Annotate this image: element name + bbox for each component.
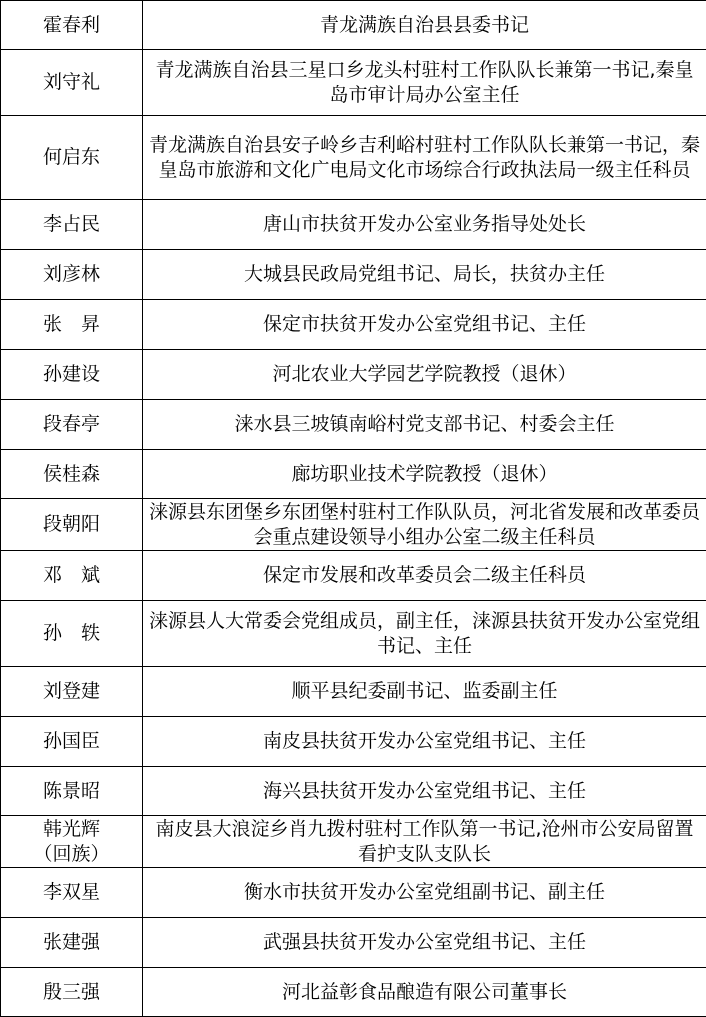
position-cell: 南皮县大浪淀乡肖九拨村驻村工作队第一书记,沧州市公安局留置看护支队支队长 bbox=[143, 816, 706, 868]
table-row bbox=[1, 50, 706, 116]
table-row bbox=[1, 667, 706, 717]
position-cell: 青龙满族自治县县委书记 bbox=[143, 1, 706, 50]
name-cell: 孙 轶 bbox=[1, 601, 143, 667]
position-cell: 武强县扶贫开发办公室党组书记、主任 bbox=[143, 918, 706, 968]
table-row bbox=[1, 250, 706, 300]
table-row bbox=[1, 816, 706, 868]
position-cell: 涞源县人大常委会党组成员，副主任，涞源县扶贫开发办公室党组书记、主任 bbox=[143, 601, 706, 667]
position-cell: 大城县民政局党组书记、局长，扶贫办主任 bbox=[143, 250, 706, 300]
table-row bbox=[1, 300, 706, 350]
table-row bbox=[1, 400, 706, 450]
position-cell: 保定市扶贫开发办公室党组书记、主任 bbox=[143, 300, 706, 350]
position-cell: 衡水市扶贫开发办公室党组副书记、副主任 bbox=[143, 868, 706, 918]
position-cell: 涞源县东团堡乡东团堡村驻村工作队队员，河北省发展和改革委员会重点建设领导小组办公室二级主任科员 bbox=[143, 499, 706, 551]
name-cell: 刘守礼 bbox=[1, 50, 143, 116]
position-cell: 保定市发展和改革委员会二级主任科员 bbox=[143, 551, 706, 601]
table-row bbox=[1, 450, 706, 499]
name-cell: 张建强 bbox=[1, 918, 143, 968]
name-cell: 殷三强 bbox=[1, 968, 143, 1017]
position-cell: 河北益彰食品酿造有限公司董事长 bbox=[143, 968, 706, 1017]
name-cell: 李双星 bbox=[1, 868, 143, 918]
table-row bbox=[1, 499, 706, 551]
name-cell: 孙建设 bbox=[1, 350, 143, 400]
name-cell: 何启东 bbox=[1, 116, 143, 200]
table-row bbox=[1, 767, 706, 816]
table-row bbox=[1, 918, 706, 968]
position-cell: 唐山市扶贫开发办公室业务指导处处长 bbox=[143, 200, 706, 250]
name-cell: 段朝阳 bbox=[1, 499, 143, 551]
table-row bbox=[1, 868, 706, 918]
table-row bbox=[1, 601, 706, 667]
name-cell: 李占民 bbox=[1, 200, 143, 250]
name-cell: 邓 斌 bbox=[1, 551, 143, 601]
name-cell: 刘登建 bbox=[1, 667, 143, 717]
table-row bbox=[1, 717, 706, 767]
position-cell: 青龙满族自治县安子岭乡吉利峪村驻村工作队队长兼第一书记，秦皇岛市旅游和文化广电局文化市场综合行政执法局一级主任科员 bbox=[143, 116, 706, 200]
name-cell: 韩光辉 （回族） bbox=[1, 816, 143, 868]
position-cell: 顺平县纪委副书记、监委副主任 bbox=[143, 667, 706, 717]
name-cell: 霍春利 bbox=[1, 1, 143, 50]
name-cell: 段春亭 bbox=[1, 400, 143, 450]
position-cell: 涞水县三坡镇南峪村党支部书记、村委会主任 bbox=[143, 400, 706, 450]
position-cell: 南皮县扶贫开发办公室党组书记、主任 bbox=[143, 717, 706, 767]
table-row bbox=[1, 968, 706, 1017]
name-cell: 孙国臣 bbox=[1, 717, 143, 767]
name-cell: 陈景昭 bbox=[1, 767, 143, 816]
table-row bbox=[1, 551, 706, 601]
position-cell: 海兴县扶贫开发办公室党组书记、主任 bbox=[143, 767, 706, 816]
table-row bbox=[1, 1, 706, 50]
honoree-table-body bbox=[1, 1, 706, 1017]
table-row bbox=[1, 350, 706, 400]
table-row bbox=[1, 200, 706, 250]
position-cell: 河北农业大学园艺学院教授（退休） bbox=[143, 350, 706, 400]
position-cell: 廊坊职业技术学院教授（退休） bbox=[143, 450, 706, 499]
name-cell: 侯桂森 bbox=[1, 450, 143, 499]
table-row bbox=[1, 116, 706, 200]
name-cell: 张 昇 bbox=[1, 300, 143, 350]
position-cell: 青龙满族自治县三星口乡龙头村驻村工作队队长兼第一书记,秦皇岛市审计局办公室主任 bbox=[143, 50, 706, 116]
name-cell: 刘彦林 bbox=[1, 250, 143, 300]
